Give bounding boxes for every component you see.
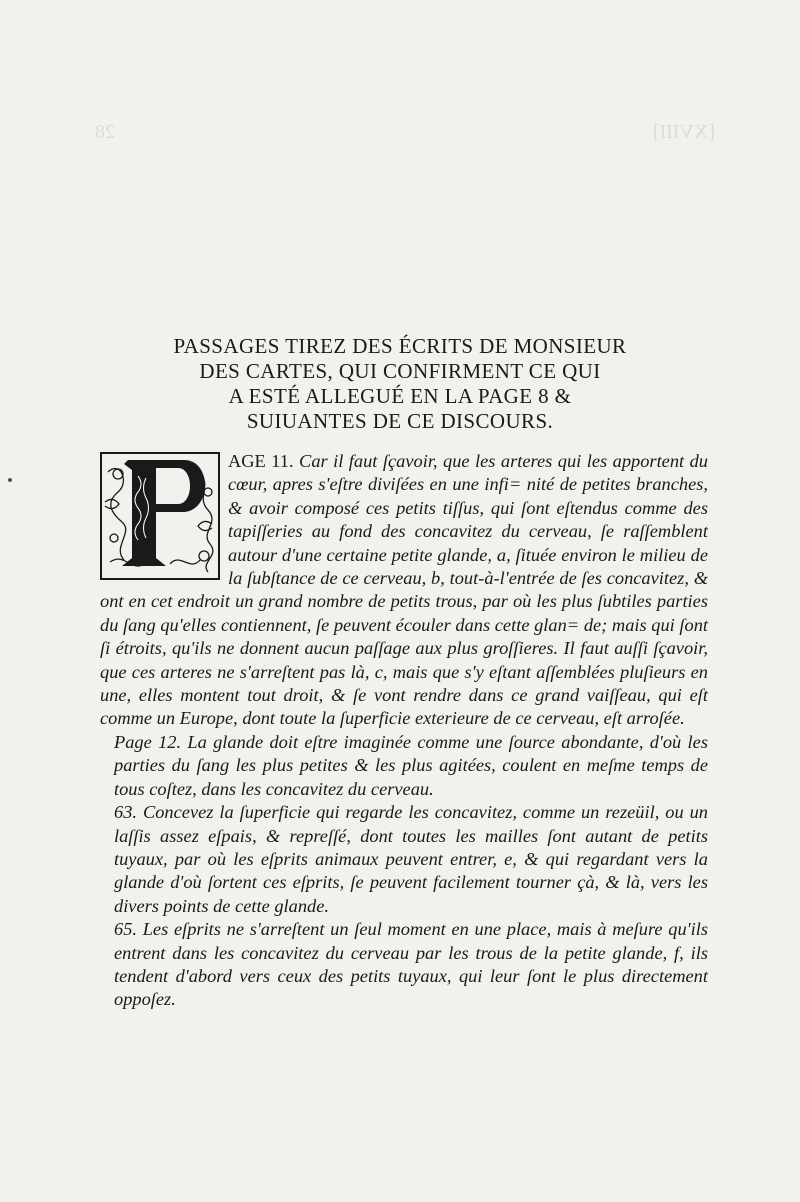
reverse-side-show-through bbox=[95, 120, 715, 158]
paragraph-text: Concevez la ſuperficie qui regarde les concavitez, comme un rezeüil, ou un laſſis assez eſpais, & repreſſé, dont toutes les mailles ſont autant de petits tuyaux, par où les eſprits animaux peuvent entrer, e, & qui regardant vers la glande d'où ſortent ces eſprits, ſe peuvent facilement tourner çà, & là, vers les divers points de cette glande. bbox=[114, 802, 708, 916]
paragraph-63 bbox=[100, 801, 708, 918]
bleed-header-right: 28 bbox=[95, 121, 115, 143]
paragraph-text: Car il faut ſçavoir, que les arteres qui les apportent du cœur, apres s'eſtre diviſées en une infi= nité de petites branches, & avoir composé ces petits tiſſus, qui ſont eſtendus comme des tapiſſeries au fond des concavitez du cerveau, ſe raſſemblent autour d'une certaine petite glande, a, ſituée environ le milieu de la ſubſtance de ce cerveau, b, tout-à-l'entrée de ſes concavitez, & ont en cet endroit un grand nombre de petits trous, par où les plus ſubtiles parties du ſang qu'elles contiennent, ſe peuvent écouler dans cette glan= de; mais qui ſont ſi étroits, qu'ils ne donnent aucun paſſage aux plus groſſieres. Il faut auſſi ſçavoir, que ces arteres ne s'arreſtent pas là, c, mais que s'y eſtant aſſemblées pluſieurs en une, elles montent tout droit, & ſe vont rendre dans ce grand vaiſſeau, qui eſt comme un Europe, dont toute la ſuperficie exterieure de ce cerveau, eſt arroſée. bbox=[100, 451, 709, 729]
paragraph-label: AGE 11. bbox=[228, 451, 294, 471]
paragraph-65 bbox=[100, 918, 708, 1012]
paragraph-text: La glande doit eſtre imaginée comme une ſource abondante, d'où les parties du ſang les plus petites & les plus agitées, coulent en meſme temps de tous coſtez, dans les concavitez du cerveau. bbox=[114, 731, 708, 799]
paragraph-label: 65. bbox=[114, 919, 137, 940]
title-line-2: DES CARTES, QUI CONFIRMENT CE QUI bbox=[199, 359, 601, 383]
title-line-3: A ESTÉ ALLEGUÉ EN LA PAGE 8 & bbox=[228, 384, 572, 408]
paragraph-label: Page 12. bbox=[114, 731, 182, 752]
paragraph-text: Les eſprits ne s'arreſtent un ſeul moment en une place, mais à meſure qu'ils entrent dans les concavitez du cerveau par les trous de la petite glande, f, ils tendent d'abord vers ceux des petits tuyaux, qui leur ſont le plus directement oppoſez. bbox=[114, 919, 708, 1010]
title-line-4: SUIUANTES DE CE DISCOURS. bbox=[246, 409, 554, 433]
ornamental-initial-p-icon bbox=[100, 452, 220, 580]
section-title bbox=[140, 334, 660, 434]
title-line-1: PASSAGES TIREZ DES ÉCRITS DE MONSIEUR bbox=[173, 334, 627, 358]
main-text bbox=[100, 450, 708, 1012]
paragraph-label: 63. bbox=[114, 802, 137, 823]
paragraph-page-12 bbox=[100, 731, 708, 801]
bleed-header-left: [XVIII] bbox=[652, 121, 715, 143]
margin-speck bbox=[8, 478, 12, 482]
